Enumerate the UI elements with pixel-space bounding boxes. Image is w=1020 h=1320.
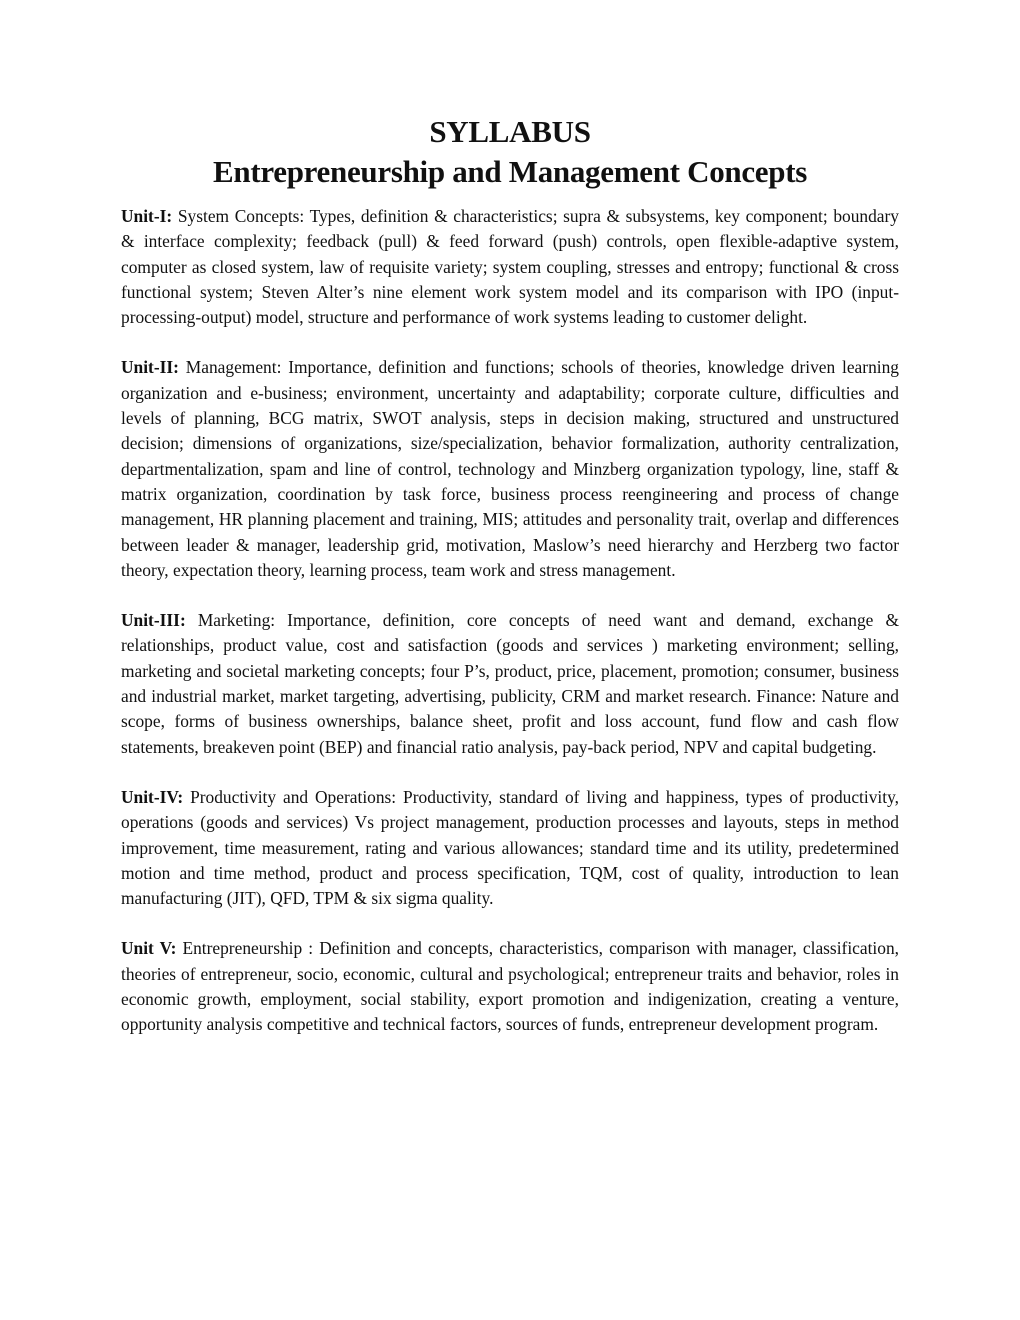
unit-2-text: Management: Importance, definition and functions; schools of theories, knowledge driven learning organization and e-business; environment, uncertainty and adaptability; corporate culture, difficulties and levels of planning, BCG matrix, SWOT analysis, steps in decision making, structured and unstructured decision; dimensions of organizations, size/specialization, behavior formalization, authority centralization, departmentalization, spam and line of control, technology and Minzberg organization typology, line, staff & matrix organization, coordination by task force, business process reengineering and process of change management, HR planning placement and training, MIS; attitudes and personality trait, overlap and differences between leader & manager, leadership grid, motivation, Maslow’s need hierarchy and Herzberg two factor theory, expectation theory, learning process, team work and stress management. (121, 357, 899, 580)
unit-3-text: Marketing: Importance, definition, core concepts of need want and demand, exchange & relationships, product value, cost and satisfaction (goods and services ) marketing environment; selling, marketing and societal marketing concepts; four P’s, product, price, placement, promotion; consumer, business and industrial market, market targeting, advertising, publicity, CRM and market research. Finance: Nature and scope, forms of business ownerships, balance sheet, profit and loss account, fund flow and cash flow statements, breakeven point (BEP) and financial ratio analysis, pay-back period, NPV and capital budgeting. (121, 610, 899, 757)
unit-2-label: Unit-II: (121, 357, 179, 378)
unit-4-paragraph (121, 785, 899, 911)
unit-1-label: Unit-I: (121, 206, 173, 226)
course-title: Entrepreneurship and Management Concepts (213, 154, 807, 189)
unit-5-text: Entrepreneurship : Definition and concepts, characteristics, comparison with manager, classification, theories of entrepreneur, socio, economic, cultural and psychological; entrepreneur traits and behavior, roles in economic growth, employment, social stability, export promotion and indigenization, creating a venture, opportunity analysis competitive and technical factors, sources of funds, entrepreneur development program. (121, 938, 899, 1035)
unit-3-label: Unit-III: (121, 610, 186, 631)
unit-1-paragraph (121, 204, 899, 330)
unit-5-label: Unit V: (121, 938, 177, 959)
unit-1-text: System Concepts: Types, definition & characteristics; supra & subsystems, key component; boundary & interface complexity; feedback (pull) & feed forward (push) controls, open flexible-adaptive system, computer as closed system, law of requisite variety; system coupling, stresses and entropy; functional & cross functional system; Steven Alter’s nine element work system model and its comparison with IPO (input-processing-output) model, structure and performance of work systems leading to customer delight. (121, 206, 899, 328)
unit-4-text: Productivity and Operations: Productivity, standard of living and happiness, types of productivity, operations (goods and services) Vs project management, production processes and layouts, steps in method improvement, time measurement, rating and various allowances; standard time and its utility, predetermined motion and time method, product and process specification, TQM, cost of quality, introduction to lean manufacturing (JIT), QFD, TPM & six sigma quality. (121, 786, 899, 909)
syllabus-page (121, 112, 899, 1063)
page-title: SYLLABUS (429, 114, 591, 149)
unit-4-label: Unit-IV: (121, 786, 184, 807)
unit-3-paragraph (121, 608, 899, 760)
unit-2-paragraph (121, 355, 899, 583)
unit-5-paragraph (121, 936, 899, 1037)
